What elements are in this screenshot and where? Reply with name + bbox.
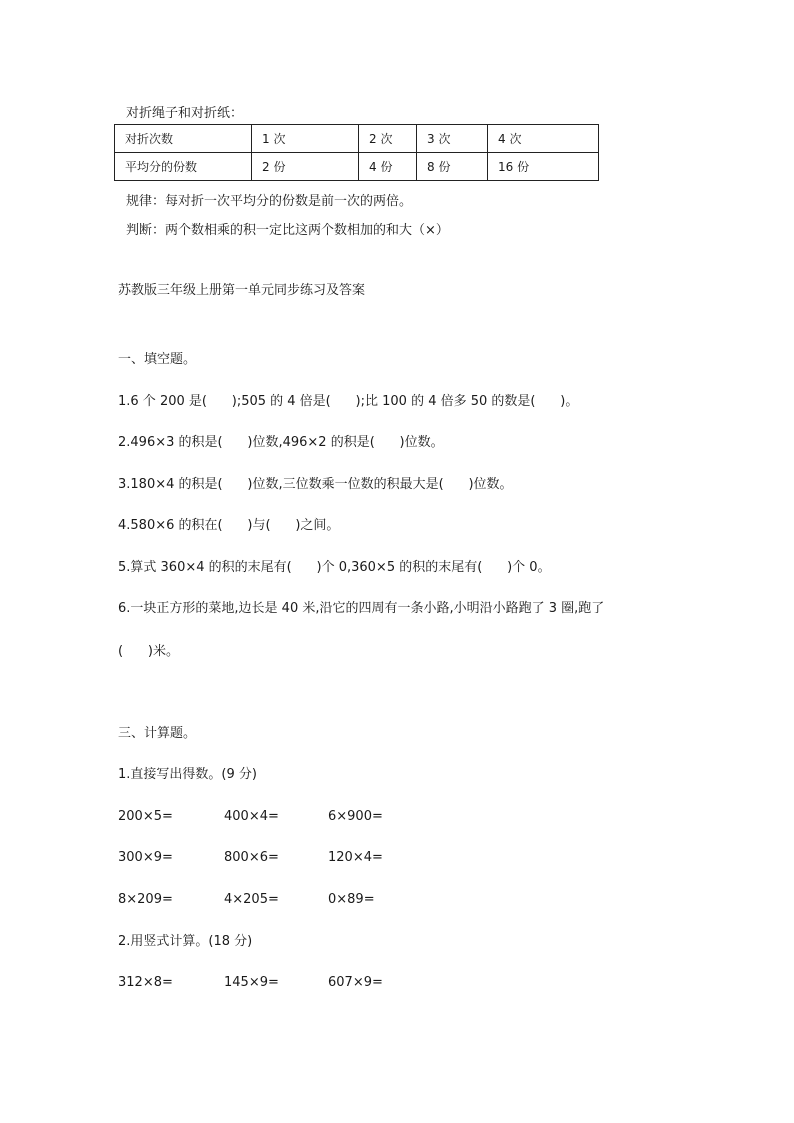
fold-caption: 对折绳子和对折纸： — [126, 106, 244, 121]
calc-item: 4×205= — [224, 892, 279, 907]
question-5: 5.算式 360×4 的积的末尾有( )个 0,360×5 的积的末尾有( )个 0。 — [118, 560, 551, 575]
calc-item: 6×900= — [328, 809, 383, 824]
table-cell: 16 份 — [488, 153, 599, 181]
table-cell: 1 次 — [252, 125, 359, 153]
table-row — [115, 125, 599, 153]
calc-section-heading: 三、计算题。 — [118, 726, 197, 741]
calc-item: 120×4= — [328, 850, 383, 865]
calc-item: 200×5= — [118, 809, 173, 824]
table-cell: 平均分的份数 — [115, 153, 252, 181]
calc-item: 607×9= — [328, 975, 383, 990]
table-cell: 4 次 — [488, 125, 599, 153]
question-3: 3.180×4 的积是( )位数,三位数乘一位数的积最大是( )位数。 — [118, 477, 513, 492]
calc-part1-title: 1.直接写出得数。(9 分) — [118, 767, 257, 782]
question-6: 6.一块正方形的菜地,边长是 40 米,沿它的四周有一条小路,小明沿小路跑了 3 圈,跑了 — [118, 601, 605, 616]
fill-section-heading: 一、填空题。 — [118, 352, 197, 367]
question-6-continuation: ( )米。 — [118, 644, 179, 659]
table-cell: 3 次 — [417, 125, 488, 153]
question-4: 4.580×6 的积在( )与( )之间。 — [118, 518, 340, 533]
table-cell: 2 次 — [359, 125, 417, 153]
table-cell: 8 份 — [417, 153, 488, 181]
fold-table — [114, 124, 599, 181]
fold-rule: 规律：每对折一次平均分的份数是前一次的两倍。 — [126, 194, 413, 209]
calc-part2-title: 2.用竖式计算。(18 分) — [118, 934, 253, 949]
table-cell: 2 份 — [252, 153, 359, 181]
calc-item: 400×4= — [224, 809, 279, 824]
calc-item: 300×9= — [118, 850, 173, 865]
table-cell: 4 份 — [359, 153, 417, 181]
calc-item: 0×89= — [328, 892, 375, 907]
fold-judgement: 判断：两个数相乘的积一定比这两个数相加的和大（×） — [126, 223, 449, 238]
calc-item: 800×6= — [224, 850, 279, 865]
table-row — [115, 153, 599, 181]
table-cell: 对折次数 — [115, 125, 252, 153]
question-2: 2.496×3 的积是( )位数,496×2 的积是( )位数。 — [118, 435, 444, 450]
calc-item: 145×9= — [224, 975, 279, 990]
document-title: 苏教版三年级上册第一单元同步练习及答案 — [118, 283, 366, 298]
calc-item: 8×209= — [118, 892, 173, 907]
question-1: 1.6 个 200 是( );505 的 4 倍是( );比 100 的 4 倍多 50 的数是( )。 — [118, 394, 579, 409]
calc-item: 312×8= — [118, 975, 173, 990]
